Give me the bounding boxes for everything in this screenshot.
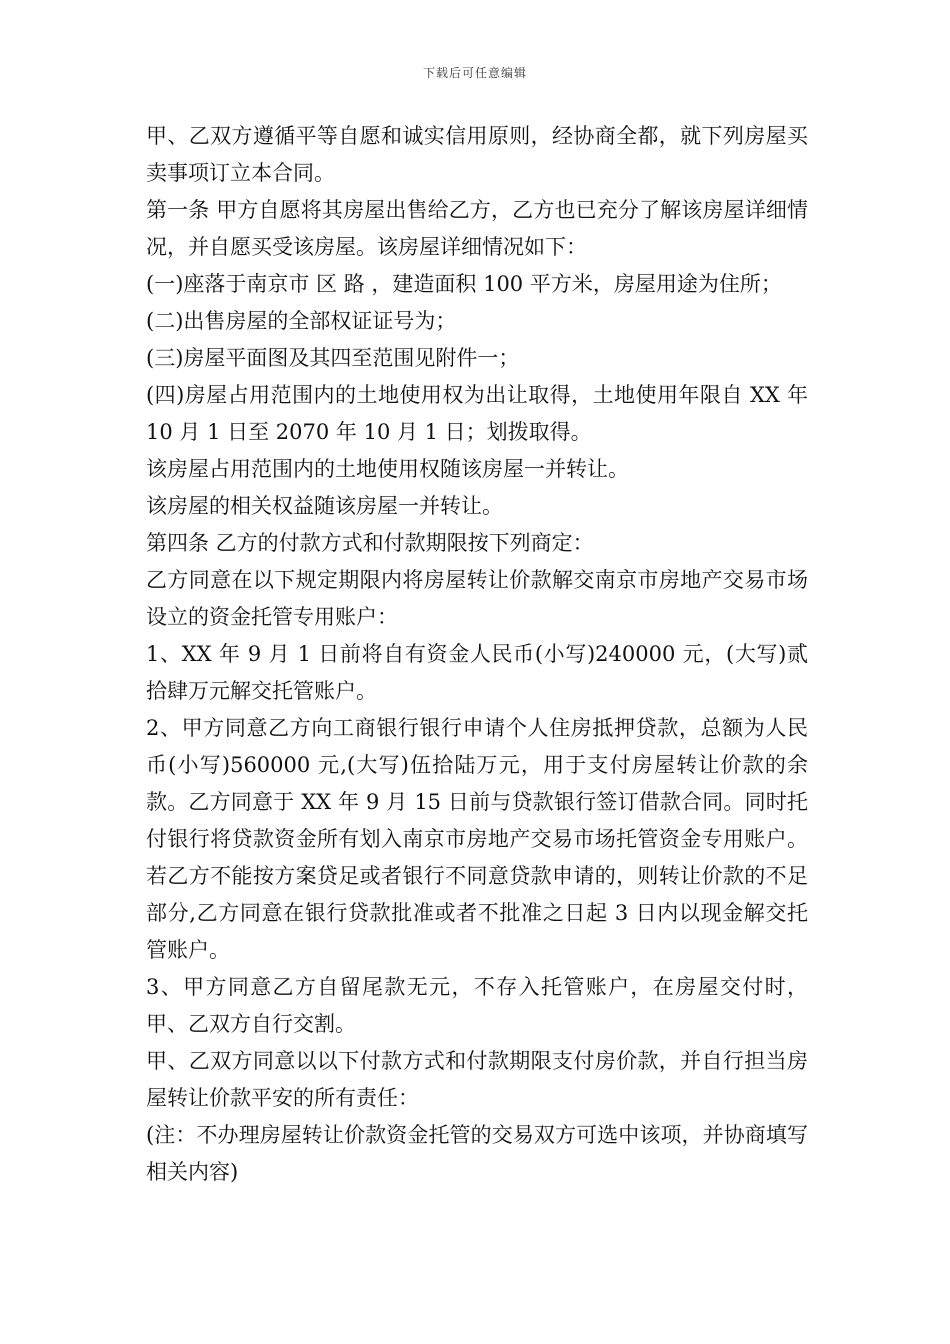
paragraph-item-4: (四)房屋占用范围内的土地使用权为出让取得，土地使用年限自 XX 年 10 月 1 日至 2070 年 10 月 1 日；划拨取得。: [146, 383, 808, 444]
paragraph-item-3: (三)房屋平面图及其四至范围见附件一；: [146, 346, 520, 370]
document-body: [146, 118, 808, 1191]
paragraph-escrow: 乙方同意在以下规定期限内将房屋转让价款解交南京市房地产交易市场设立的资金托管专用账户：: [146, 568, 808, 629]
paragraph-article-4: 第四条 乙方的付款方式和付款期限按下列商定：: [146, 531, 594, 555]
paragraph-land-right: 该房屋占用范围内的土地使用权随该房屋一并转让。: [146, 457, 629, 481]
paragraph-note: (注：不办理房屋转让价款资金托管的交易双方可选中该项，并协商填写相关内容): [146, 1123, 808, 1184]
paragraph-alt-payment: 甲、乙双方同意以以下付款方式和付款期限支付房价款，并自行担当房屋转让价款平安的所有责任：: [146, 1049, 808, 1110]
paragraph-payment-1: 1、XX 年 9 月 1 日前将自有资金人民币(小写)240000 元，(大写)贰拾肆万元解交托管账户。: [146, 642, 808, 703]
paragraph-related-rights: 该房屋的相关权益随该房屋一并转让。: [146, 494, 503, 518]
paragraph-payment-3: 3、甲方同意乙方自留尾款无元，不存入托管账户，在房屋交付时，甲、乙双方自行交割。: [146, 975, 808, 1036]
page-header: 下载后可任意编辑: [422, 66, 527, 80]
paragraph-item-1: (一)座落于南京市 区 路 ，建造面积 100 平方米，房屋用途为住所；: [146, 272, 782, 296]
paragraph-item-2: (二)出售房屋的全部权证证号为；: [146, 309, 457, 333]
paragraph-payment-2: 2、甲方同意乙方向工商银行银行申请个人住房抵押贷款，总额为人民币(小写)560000 元,(大写)伍拾陆万元，用于支付房屋转让价款的余款。乙方同意于 XX 年 9 月 15 日前与贷款银行签订借款合同。同时托付银行将贷款资金所有划入南京市房地产交易市场托管资金专用账户。若乙方不能按方案贷足或者银行不同意贷款申请的，则转让价款的不足部分,乙方同意在银行贷款批准或者不批准之日起 3 日内以现金解交托管账户。: [146, 716, 808, 962]
paragraph-preamble: 甲、乙双方遵循平等自愿和诚实信用原则，经协商全都，就下列房屋买卖事项订立本合同。: [146, 124, 808, 185]
paragraph-article-1: 第一条 甲方自愿将其房屋出售给乙方，乙方也已充分了解该房屋详细情况，并自愿买受该房屋。该房屋详细情况如下：: [146, 198, 808, 259]
